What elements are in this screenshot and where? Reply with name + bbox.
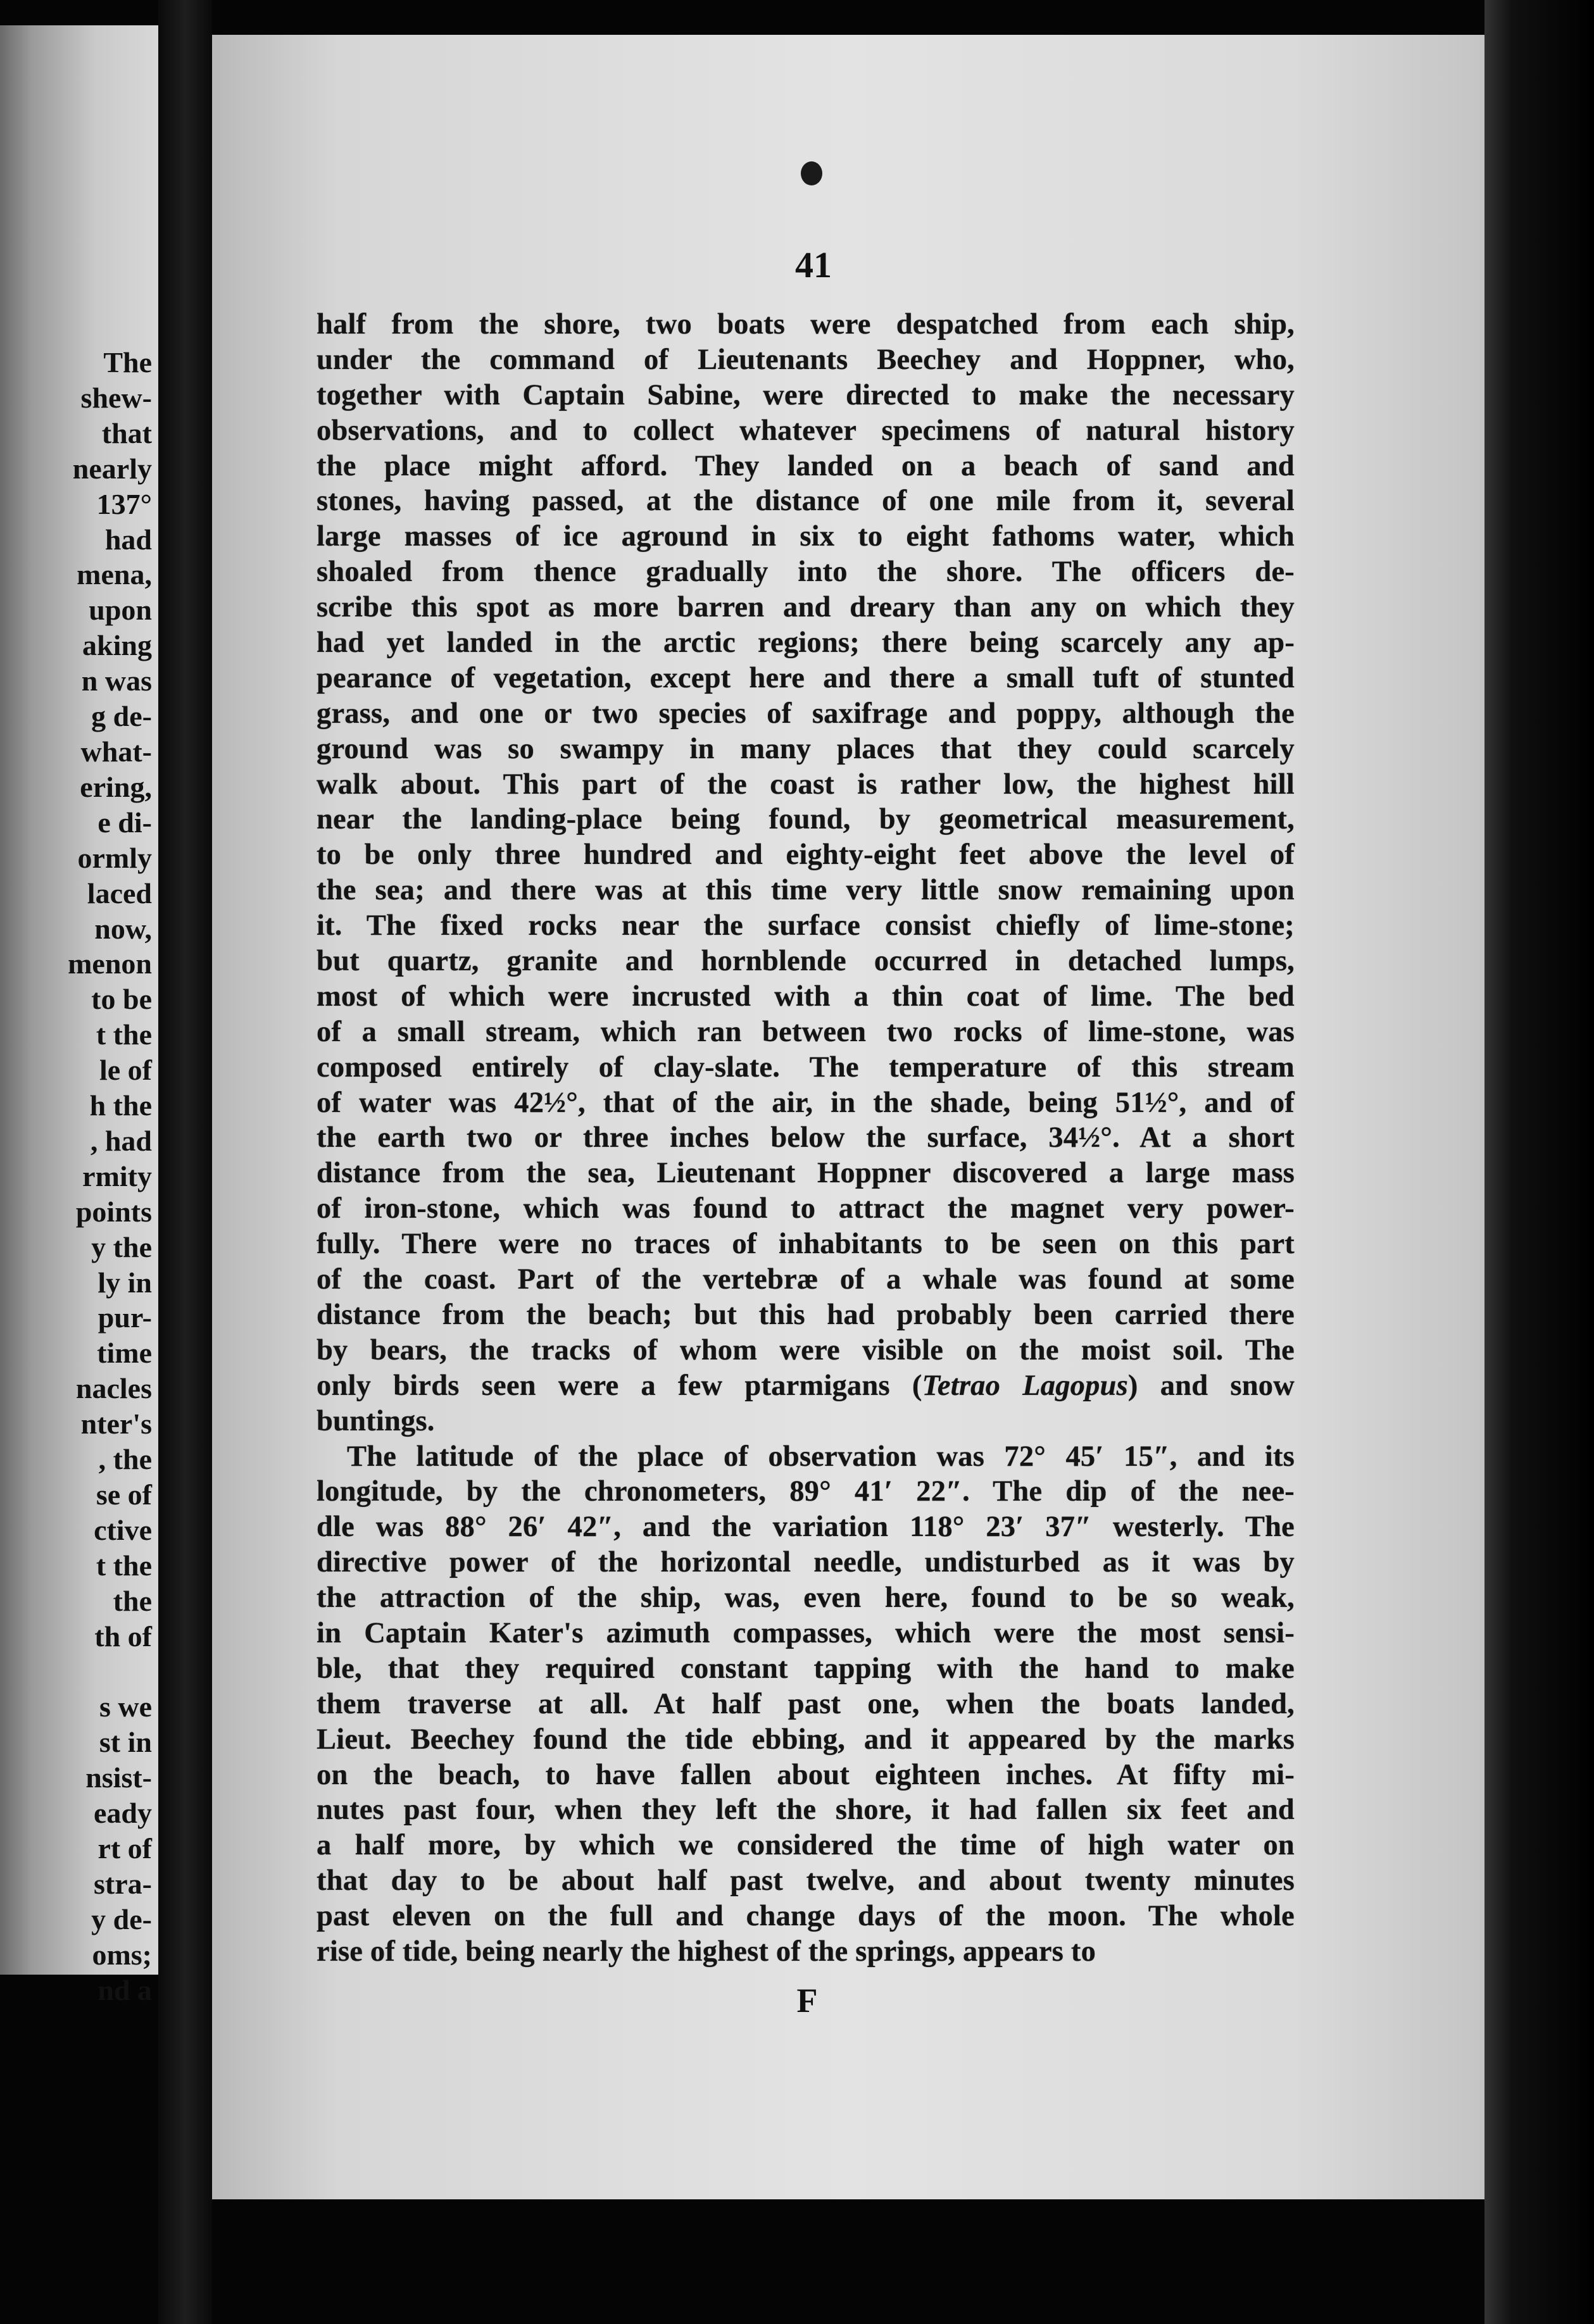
left-fragment-line: stra- xyxy=(94,1867,152,1900)
text-line: large masses of ice aground in six to eight fathoms water, which xyxy=(317,520,1295,553)
left-fragment-line: menon xyxy=(68,947,152,980)
left-fragment-line: The xyxy=(103,346,152,378)
left-fragment-line: nter's xyxy=(80,1408,152,1440)
left-fragment-line: rmity xyxy=(82,1159,152,1192)
text-line: scribe this spot as more barren and dreary than any on which they xyxy=(317,591,1295,624)
left-fragment-line xyxy=(68,1654,152,1690)
text-line: them traverse at all. At half past one, when the boats landed, xyxy=(317,1687,1295,1720)
text-line: ble, that they required constant tapping with the hand to make xyxy=(317,1652,1295,1685)
left-fragment-line: upon xyxy=(89,594,152,627)
left-fragment-line: le of xyxy=(99,1054,152,1087)
text-line: to be only three hundred and eighty-eight feet above the level of xyxy=(317,839,1295,872)
text-line: rise of tide, being nearly the highest of the springs, appears to xyxy=(317,1935,1096,1968)
left-fragment-line: se of xyxy=(96,1478,152,1511)
text-line: fully. There were no traces of inhabitants to be seen on this part xyxy=(317,1228,1295,1261)
left-fragment-line: now, xyxy=(94,912,152,945)
left-page-text-fragments xyxy=(68,345,152,2008)
text-line: only birds seen were a few ptarmigans (Tetrao Lagopus) and snow xyxy=(317,1369,1295,1402)
book-gutter xyxy=(158,0,212,2324)
ink-blot xyxy=(801,161,822,185)
text-line: of the coast. Part of the vertebræ of a whale was found at some xyxy=(317,1263,1295,1296)
text-line: of a small stream, which ran between two rocks of lime-stone, was xyxy=(317,1015,1295,1048)
text-line: but quartz, granite and hornblende occurred in detached lumps, xyxy=(317,945,1295,978)
page-edge-shadow xyxy=(1484,0,1594,2324)
left-fragment-line: laced xyxy=(87,877,152,909)
text-line: of iron-stone, which was found to attract the magnet very power- xyxy=(317,1192,1295,1225)
left-fragment-line: rt of xyxy=(97,1832,152,1865)
text-line: walk about. This part of the coast is rather low, the highest hill xyxy=(317,768,1295,801)
text-line: observations, and to collect whatever specimens of natural history xyxy=(317,414,1295,447)
text-line: the earth two or three inches below the surface, 34½°. At a short xyxy=(317,1121,1295,1154)
text-line: together with Captain Sabine, were directed to make the necessary xyxy=(317,378,1295,411)
left-fragment-line: nacles xyxy=(75,1372,152,1405)
body-text xyxy=(317,307,1295,1970)
text-line: pearance of vegetation, except here and there a small tuft of stunted xyxy=(317,661,1295,694)
signature-mark: F xyxy=(796,1982,818,2020)
text-line: the sea; and there was at this time very little snow remaining upon xyxy=(317,874,1295,907)
left-fragment-line: nd a xyxy=(97,1973,152,2006)
text-line: most of which were incrusted with a thin coat of lime. The bed xyxy=(317,980,1295,1013)
left-fragment-line: ering, xyxy=(80,770,152,803)
left-fragment-line: 137° xyxy=(96,487,152,520)
text-line: shoaled from thence gradually into the shore. The officers de- xyxy=(317,556,1295,589)
left-fragment-line: n was xyxy=(81,665,152,697)
page-number: 41 xyxy=(795,244,832,285)
left-facing-page xyxy=(0,25,158,2006)
text-line: distance from the sea, Lieutenant Hoppner discovered a large mass xyxy=(317,1157,1295,1190)
text-line: nutes past four, when they left the shore, it had fallen six feet and xyxy=(317,1794,1295,1827)
left-fragment-line: what- xyxy=(80,735,152,768)
left-fragment-line: time xyxy=(97,1337,152,1370)
text-line: distance from the beach; but this had probably been carried there xyxy=(317,1298,1295,1331)
left-fragment-line: t the xyxy=(96,1018,152,1051)
left-fragment-line: nsist- xyxy=(85,1761,152,1794)
left-fragment-line: shew- xyxy=(80,381,152,414)
text-line: grass, and one or two species of saxifrage and poppy, although the xyxy=(317,697,1295,730)
text-line: the place might afford. They landed on a beach of sand and xyxy=(317,449,1295,482)
text-line: had yet landed in the arctic regions; there being scarcely any ap- xyxy=(317,627,1295,659)
left-fragment-line: ctive xyxy=(94,1513,152,1546)
text-line: longitude, by the chronometers, 89° 41′ 22″. The dip of the nee- xyxy=(317,1475,1295,1508)
left-fragment-line: ormly xyxy=(77,841,152,874)
text-line: a half more, by which we considered the time of high water on xyxy=(317,1829,1295,1862)
left-fragment-line: mena, xyxy=(77,558,152,591)
left-fragment-line: pur- xyxy=(97,1301,152,1334)
text-line: of water was 42½°, that of the air, in the shade, being 51½°, and of xyxy=(317,1086,1295,1119)
species-name: Tetrao Lagopus xyxy=(922,1369,1128,1402)
text-line: ground was so swampy in many places that they could scarcely xyxy=(317,732,1295,765)
left-fragment-line: that xyxy=(101,416,152,449)
left-fragment-line: had xyxy=(104,523,152,556)
left-fragment-line: st in xyxy=(99,1726,152,1759)
text-line: past eleven on the full and change days of the moon. The whole xyxy=(317,1900,1295,1933)
text-line: directive power of the horizontal needle, undisturbed as it was by xyxy=(317,1546,1295,1579)
text-line: it. The fixed rocks near the surface consist chiefly of lime-stone; xyxy=(317,909,1295,942)
left-fragment-line: nearly xyxy=(72,452,152,485)
left-fragment-line: , had xyxy=(90,1124,152,1157)
left-fragment-line: e di- xyxy=(97,806,152,839)
text-line: The latitude of the place of observation was 72° 45′ 15″, and its xyxy=(347,1440,1295,1473)
text-line: buntings. xyxy=(317,1404,435,1437)
text-line: by bears, the tracks of whom were visible on the moist soil. The xyxy=(317,1334,1295,1366)
left-fragment-line: y de- xyxy=(91,1902,152,1935)
left-fragment-line: aking xyxy=(82,629,152,662)
text-line: that day to be about half past twelve, and about twenty minutes xyxy=(317,1865,1295,1897)
text-line: half from the shore, two boats were despatched from each ship, xyxy=(317,308,1295,340)
text-line: on the beach, to have fallen about eighteen inches. At fifty mi- xyxy=(317,1758,1295,1791)
left-fragment-line: the xyxy=(113,1584,152,1617)
left-fragment-line: t the xyxy=(96,1549,152,1582)
text-line: the attraction of the ship, was, even here, found to be so weak, xyxy=(317,1582,1295,1615)
text-line: in Captain Kater's azimuth compasses, which were the most sensi- xyxy=(317,1616,1295,1649)
text-line: composed entirely of clay-slate. The temperature of this stream xyxy=(317,1051,1295,1084)
left-fragment-line: points xyxy=(75,1195,152,1228)
text-line: under the command of Lieutenants Beechey and Hoppner, who, xyxy=(317,343,1295,376)
text-line: dle was 88° 26′ 42″, and the variation 118° 23′ 37″ westerly. The xyxy=(317,1511,1295,1544)
left-fragment-line: , the xyxy=(98,1443,152,1476)
left-fragment-line: oms; xyxy=(92,1938,152,1971)
text-line: Lieut. Beechey found the tide ebbing, and it appeared by the marks xyxy=(317,1723,1295,1756)
left-fragment-line: g de- xyxy=(91,700,152,733)
left-fragment-line: y the xyxy=(91,1230,152,1263)
left-fragment-line: eady xyxy=(94,1797,152,1830)
left-fragment-line: to be xyxy=(91,983,152,1016)
left-fragment-line: h the xyxy=(89,1089,152,1122)
left-fragment-line: th of xyxy=(94,1620,152,1652)
text-line: near the landing-place being found, by geometrical measurement, xyxy=(317,803,1295,836)
left-fragment-line: ly in xyxy=(97,1266,152,1299)
left-fragment-line: s we xyxy=(99,1690,152,1723)
text-line: stones, having passed, at the distance of one mile from it, several xyxy=(317,485,1295,518)
